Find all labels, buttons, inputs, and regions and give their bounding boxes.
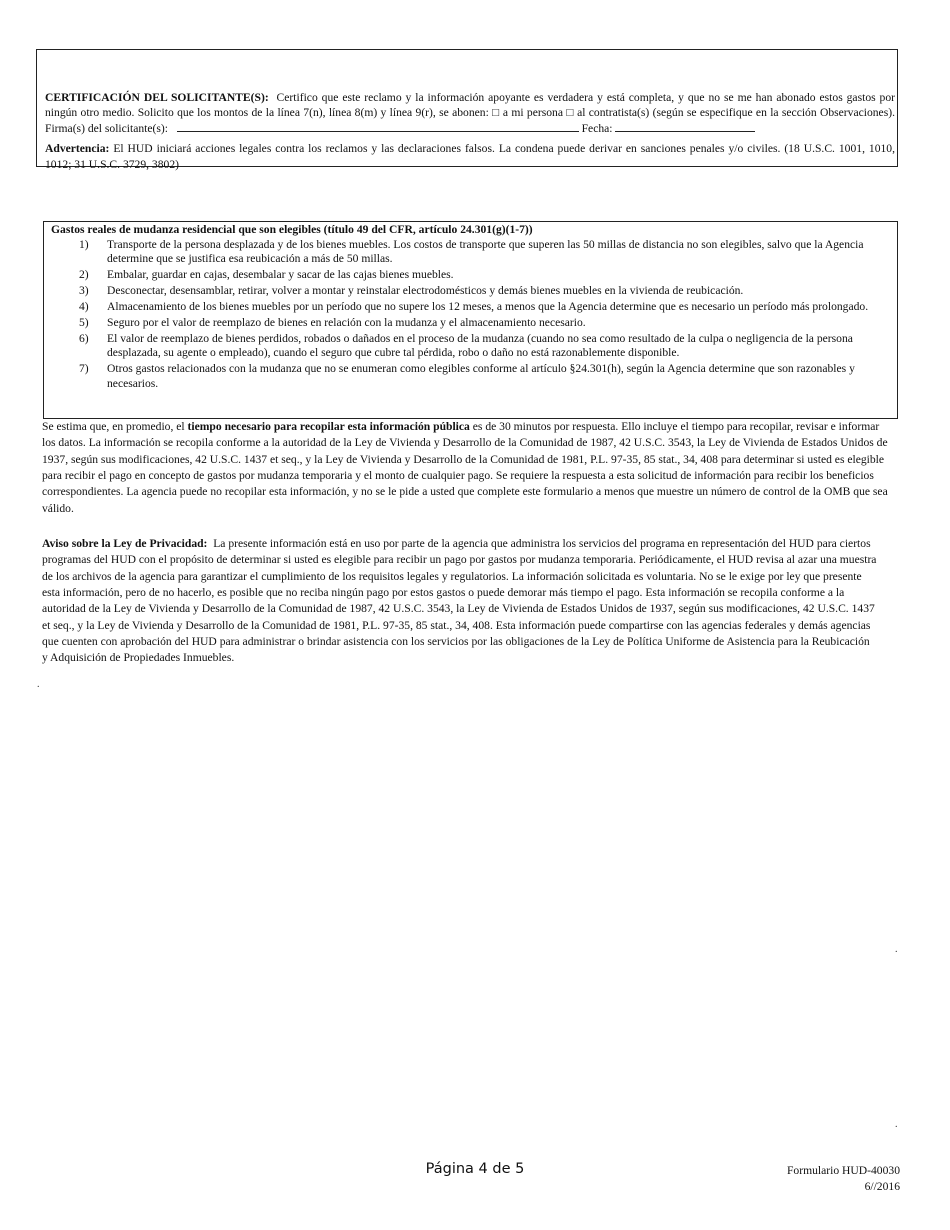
eligible-expenses-box bbox=[43, 221, 898, 419]
warning-paragraph bbox=[45, 141, 895, 172]
list-item bbox=[51, 284, 891, 299]
list-item bbox=[51, 362, 891, 392]
form-name: Formulario HUD-40030 bbox=[786, 1164, 900, 1177]
item-number: 1) bbox=[79, 237, 89, 251]
item-number: 7) bbox=[79, 362, 89, 376]
certification-paragraph bbox=[45, 90, 895, 136]
list-item bbox=[51, 332, 891, 362]
list-item bbox=[51, 316, 891, 331]
certification-heading: CERTIFICACIÓN DEL SOLICITANTE(S): bbox=[45, 91, 269, 104]
page-number: Página 4 de 5 bbox=[425, 1161, 525, 1177]
certification-text: Certifico que este reclamo y la información apoyante es verdadera y está completa, y que no se me han abonado estos gastos por ningún otro medio. Solicito que los montos de la línea 7(n), línea 8(m) y línea 9(r), se abonen: bbox=[45, 91, 896, 120]
expenses-list bbox=[51, 238, 891, 392]
burden-lead: Se estima que, en promedio, el bbox=[42, 420, 185, 433]
date-label: Fecha: bbox=[581, 121, 613, 135]
stray-mark: . bbox=[37, 679, 40, 690]
item-number: 3) bbox=[79, 284, 89, 298]
form-date: 6//2016 bbox=[864, 1179, 900, 1193]
option-person-label: a mi persona bbox=[502, 106, 563, 120]
item-text: Seguro por el valor de reemplazo de bienes en relación con la mudanza y el almacenamiento necesario. bbox=[107, 315, 586, 329]
burden-text: es de 30 minutos por respuesta. Ello incluye el tiempo para recopilar, revisar e informar los datos. La información se recopila conforme a la autoridad de la Ley de Vivienda y Desarrollo de la Comunidad de 1987, 42 U.S.C. 3543, la Ley de Vivienda de Estados Unidos de 1937, según sus modificaciones, 42 U.S.C. 1437 et seq., y la Ley de Vivienda y Desarrollo de la Comunidad de 1981, P.L. 97-35, 85 stat., 34, 408 para determinar si usted es elegible para recibir el pago en concepto de gastos por mudanza temporaria y el monto de cualquier pago. Se requiere la respuesta a esta solicitud de información para recibir los beneficios correspondientes. La agencia puede no recopilar esta información, y no se le pide a usted que complete este formulario a menos que muestre un número de control de la OMB que sea válido. bbox=[42, 420, 888, 515]
list-item bbox=[51, 300, 891, 315]
stray-mark: . bbox=[895, 944, 898, 955]
expenses-title: Gastos reales de mudanza residencial que son elegibles (título 49 del CFR, artículo 24.301(g)(1-7)) bbox=[51, 223, 533, 236]
date-field[interactable] bbox=[615, 121, 755, 132]
signature-label: Firma(s) del solicitante(s): bbox=[45, 121, 168, 135]
burden-bold: tiempo necesario para recopilar esta información pública bbox=[187, 420, 470, 433]
item-text: Embalar, guardar en cajas, desembalar y sacar de las cajas bienes muebles. bbox=[107, 268, 454, 282]
stray-mark: . bbox=[895, 1119, 898, 1130]
signature-field[interactable] bbox=[177, 121, 579, 132]
list-item bbox=[51, 238, 891, 268]
warning-text: El HUD iniciará acciones legales contra los reclamos y las declaraciones falsos. La condena puede derivar en sanciones penales y/o civiles. (18 U.S.C. 1001, 1010, 1012; 31 U.S.C. 3729, 3802) bbox=[45, 142, 895, 171]
item-number: 2) bbox=[79, 268, 89, 282]
item-number: 4) bbox=[79, 299, 89, 313]
item-number: 5) bbox=[79, 315, 89, 329]
privacy-heading: Aviso sobre la Ley de Privacidad: bbox=[42, 537, 208, 550]
form-identifier bbox=[787, 1163, 900, 1194]
item-number: 6) bbox=[79, 331, 89, 345]
warning-heading: Advertencia: bbox=[45, 142, 110, 156]
checkbox-person[interactable]: □ bbox=[492, 106, 500, 120]
privacy-notice bbox=[42, 536, 877, 667]
item-text: El valor de reemplazo de bienes perdidos, robados o dañados en el proceso de la mudanza (cuando no sea como resultado de la culpa o negligencia de la persona desplazada, su agente o empleado), cuando el seguro que cubre tal pérdida, robo o daño no está razonablemente disponible. bbox=[107, 331, 853, 360]
item-text: Otros gastos relacionados con la mudanza que no se enumeran como elegibles conforme al artículo §24.301(h), según la Agencia determine que son razonables y necesarios. bbox=[107, 362, 855, 391]
burden-statement bbox=[42, 419, 894, 517]
list-item bbox=[51, 268, 891, 283]
checkbox-contractor[interactable]: □ bbox=[566, 106, 574, 120]
item-text: Transporte de la persona desplazada y de los bienes muebles. Los costos de transporte que superen las 50 millas de distancia no son elegibles, salvo que la Agencia determine que se justifica esa reubicación a más de 50 millas. bbox=[107, 237, 864, 266]
item-text: Desconectar, desensamblar, retirar, volver a montar y reinstalar electrodomésticos y demás bienes muebles en la vivienda de reubicación. bbox=[107, 284, 744, 298]
certification-box bbox=[36, 49, 898, 171]
option-contractor-label: al contratista(s) (según se especifique en la sección Observaciones). bbox=[577, 106, 895, 120]
privacy-text: La presente información está en uso por parte de la agencia que administra los servicios del programa en representación del HUD para ciertos programas del HUD con el propósito de determinar si usted es elegible para recibir un pago por gastos por mudanza temporaria. Periódicamente, el HUD revisa al azar una muestra de los archivos de la agencia para garantizar el cumplimiento de los requisitos legales y regulatorios. La información solicitada es voluntaria. No se le exige por ley que presente esta información, pero de no hacerlo, es posible que no reciba ningún pago por estos gastos o puede demorar más tiempo el pago. Esta información se recopila conforme a la autoridad de la Ley de Vivienda y Desarrollo de la Comunidad de 1987, 42 U.S.C. 3543, la Ley de Vivienda de Estados Unidos de 1937, según sus modificaciones, 42 U.S.C. 1437 et seq., y la Ley de Vivienda y Desarrollo de la Comunidad de 1981, P.L. 97-35, 85 stat., 34, 408. Esta información puede compartirse con las agencias federales y demás agencias que cuenten con aprobación del HUD para administrar o brindar asistencia con los servicios por las obligaciones de la Ley de Política Uniforme de Asistencia para la Reubicación y Adquisición de Propiedades Inmuebles. bbox=[42, 537, 877, 665]
item-text: Almacenamiento de los bienes muebles por un período que no supere los 12 meses, a menos que la Agencia determine que es necesario un período más prolongado. bbox=[107, 299, 869, 313]
